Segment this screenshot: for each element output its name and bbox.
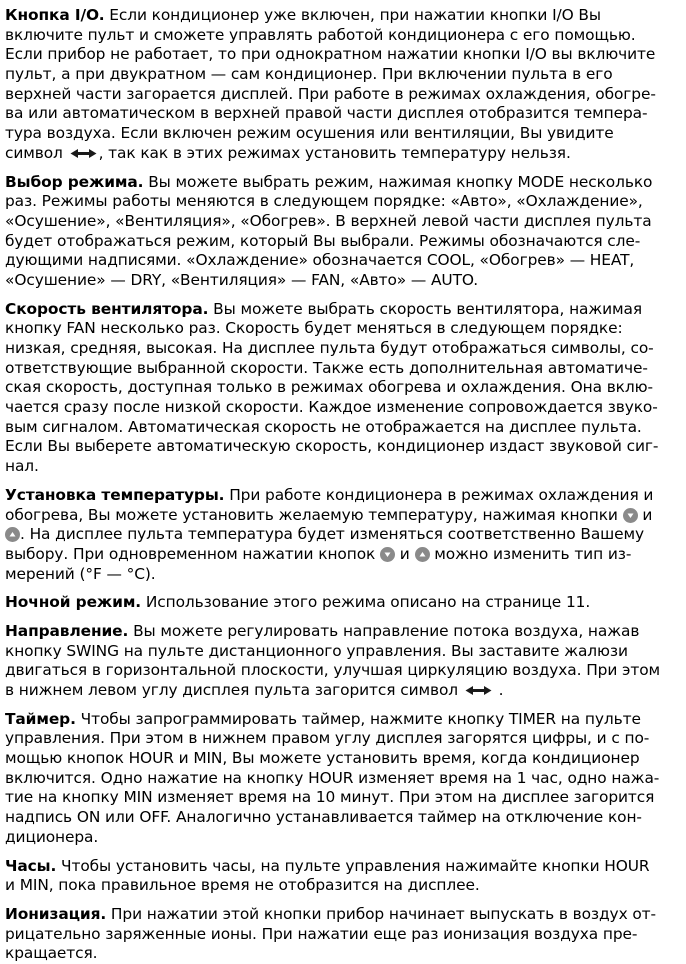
section-title: Выбор режима. [5,172,144,191]
section-title: Таймер. [5,709,76,728]
text-line: тура воздуха. Если включен режим осушения или вентиляции, Вы увидите [5,124,614,143]
text-line: рицательно заряженные ионы. При нажатии еще раз ионизация воздуха пре- [5,924,638,943]
text-line: Ночной режим. Использование этого режима описано на странице 11. [5,593,591,612]
temp-down-button-icon [623,508,638,523]
section-title: Скорость вентилятора. [5,299,209,318]
text-line: верхней части загорается дисплей. При работе в режимах охлаждения, обогре- [5,84,656,103]
text-line: мощью кнопок HOUR и MIN, Вы можете установить время, когда кондиционер [5,749,640,768]
text-line: вым сигналом. Автоматическая скорость не отображается на дисплее пульта. [5,417,642,436]
text-line: нал. [5,457,39,476]
text-line: включится. Одно нажатие на кнопку HOUR изменяет время на 1 час, одно нажа- [5,768,660,787]
text-line: управления. При этом в нижнем правом углу дисплея загорятся цифры, и с по- [5,729,650,748]
text-line: «Осушение» — DRY, «Вентиляция» — FAN, «Авто» — AUTO. [5,270,479,289]
text-line: кнопку FAN несколько раз. Скорость будет меняться в следующем порядке: [5,319,623,338]
text-line: надпись ON или OFF. Аналогично устанавливается таймер на отключение кон- [5,808,642,827]
text-line: тие на кнопку MIN изменяет время на 10 минут. При этом на дисплее загорится [5,788,655,807]
section-title: Ночной режим. [5,593,142,612]
text-line: диционера. [5,827,99,846]
manual-section-direction [5,622,682,701]
text-line: в нижнем левом углу дисплея пульта загорится символ . [5,681,504,699]
text-line: кращается. [5,944,98,963]
text-line: Установка температуры. При работе кондиционера в режимах охлаждения и [5,485,654,504]
manual-section-timer [5,710,682,848]
text-line: включите пульт и сможете управлять работой кондиционера с его помощью. [5,25,636,44]
text-line: чается сразу после низкой скорости. Каждое изменение сопровождается звуко- [5,398,658,417]
manual-section-ionization [5,905,682,964]
text-line: Таймер. Чтобы запрограммировать таймер, нажмите кнопку TIMER на пульте [5,709,641,728]
manual-section-clock [5,857,682,896]
text-line: Направление. Вы можете регулировать направление потока воздуха, нажав [5,621,640,640]
manual-section-temp-set [5,486,682,584]
section-title: Ионизация. [5,904,107,923]
text-line: мерений (°F — °C). [5,564,156,583]
text-line: Выбор режима. Вы можете выбрать режим, нажимая кнопку MODE несколько [5,172,653,191]
text-line: кнопку SWING на пульте дистанционного управления. Вы заставите жалюзи [5,641,628,660]
section-title: Установка температуры. [5,485,225,504]
text-line: раз. Режимы работы меняются в следующем порядке: «Авто», «Охлаждение», [5,192,643,211]
text-line: и MIN, пока правильное время не отобразится на дисплее. [5,876,480,895]
text-line: Если прибор не работает, то при однократном нажатии кнопки I/O вы включите [5,45,656,64]
text-line: дующими надписями. «Охлаждение» обозначается COOL, «Обогрев» — HEAT, [5,251,635,270]
text-line: ответствующие выбранной скорости. Также есть дополнительная автоматиче- [5,358,648,377]
text-line: Кнопка I/O. Если кондиционер уже включен, при нажатии кнопки I/O Вы [5,6,601,24]
manual-section-night-mode [5,593,682,613]
section-title: Часы. [5,856,57,875]
text-line: двигаться в горизонтальной плоскости, улучшая циркуляцию воздуха. При этом [5,661,661,680]
text-line: Ионизация. При нажатии этой кнопки прибор начинает выпускать в воздух от- [5,904,657,923]
text-line: «Осушение», «Вентиляция», «Обогрев». В верхней левой части дисплея пульта [5,211,652,230]
section-title: Направление. [5,621,129,640]
text-line: низкая, средняя, высокая. На дисплее пульта будут отображаться символы, со- [5,339,654,357]
text-line: символ , так как в этих режимах установить температуру нельзя. [5,143,571,162]
temp-up-button-icon [5,527,20,542]
manual-section-mode-select [5,173,682,291]
temp-down-button-icon [380,547,395,562]
left-right-arrow-icon [465,685,492,696]
text-line: Скорость вентилятора. Вы можете выбрать скорость вентилятора, нажимая [5,299,643,318]
text-line: обогрева, Вы можете установить желаемую температуру, нажимая кнопки и [5,505,653,524]
text-line: пульт, а при двукратном — сам кондиционер. При включении пульта в его [5,65,613,84]
temp-up-button-icon [415,547,430,562]
text-line: Часы. Чтобы установить часы, на пульте управления нажимайте кнопки HOUR [5,856,650,875]
text-line: ская скорость, доступная только в режимах обогрева и охлаждения. Она вклю- [5,378,653,397]
text-line: . На дисплее пульта температура будет изменяться соответственно Вашему [5,525,682,545]
manual-section-io-button [5,6,682,164]
text-line: Если Вы выберете автоматическую скорость, кондиционер издаст звуковой сиг- [5,437,659,456]
section-title: Кнопка I/O. [5,6,105,24]
text-line: выбору. При одновременном нажатии кнопок и можно изменить тип из- [5,544,632,563]
text-line: ва или автоматическом в верхней правой части дисплея отобразится темпера- [5,104,648,123]
manual-section-fan-speed [5,300,682,477]
text-line: будет отображаться режим, который Вы выбрали. Режимы обозначаются сле- [5,231,641,250]
left-right-arrow-icon [70,148,97,159]
